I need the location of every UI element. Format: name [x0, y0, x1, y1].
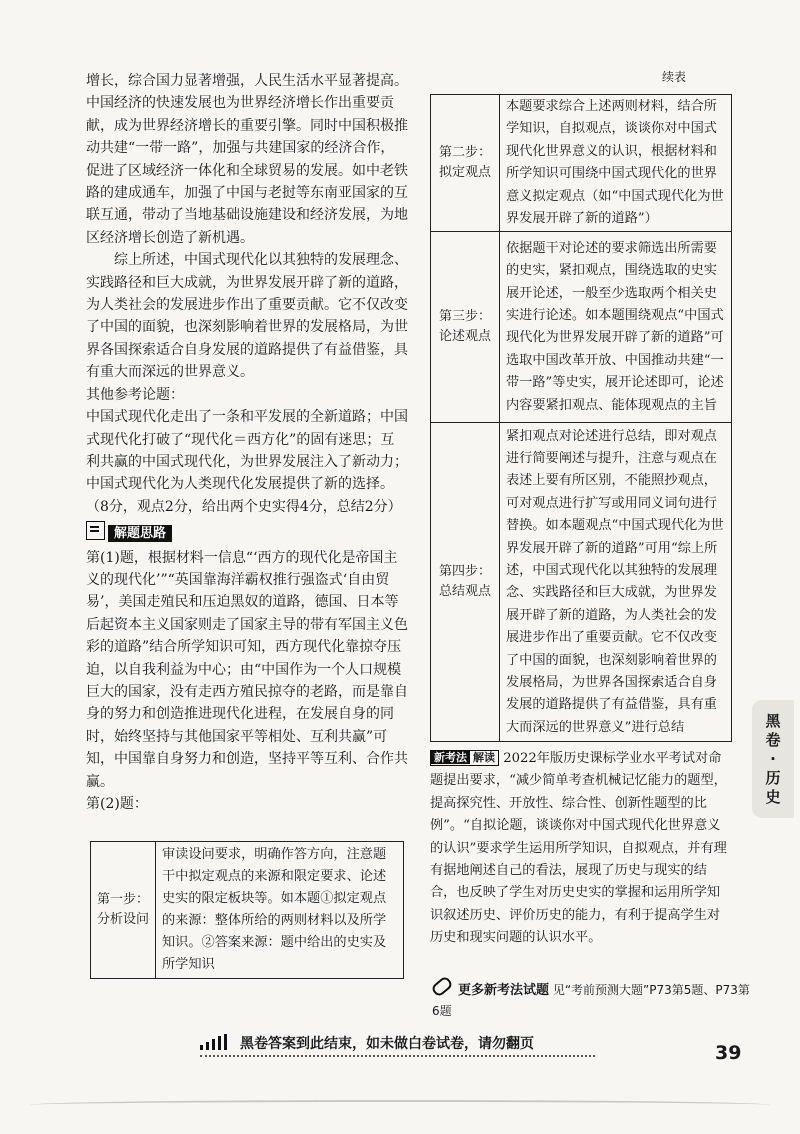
question2-label: 第(2)题：	[86, 796, 148, 812]
continued-label: 续表	[662, 70, 687, 84]
other-topics-label: 其他参考论题：	[86, 386, 184, 403]
steps-table-left	[90, 841, 404, 979]
more-questions	[432, 980, 752, 1021]
notepad-icon	[86, 521, 105, 540]
score-note: （8分，观点2分，给出两个史实得4分，总结2分）	[86, 498, 402, 515]
side-tab-label: 黑卷·历史	[765, 712, 781, 806]
new-exam-method-text: 2022年版历史课标学业水平考试对命题提出要求，“减少简单考查机械记忆能力的题型，提高探究性、开放性、综合性、创新性题型的比例”。“自拟论题，谈谈你对中国式现代化世界意义的认识”要求学生运用所学知识，自拟观点，并有理有据地阐述自己的看法，展现了历史与现实的结合，也反映了学生对历史史实的掌握和运用所学知识叙述历史、评价历史的能力，有利于提高学生对历史和现实问题的认识水平。	[430, 751, 727, 946]
subject-side-tab	[752, 700, 794, 818]
table-row	[431, 95, 732, 232]
table-row	[431, 423, 732, 742]
question1-analysis: 第(1)题，根据材料一信息“‘西方的现代化是帝国主义的现代化’”“英国靠海洋霸权推行强盗式‘自由贸易’，美国走殖民和压迫黑奴的道路，德国、日本等后起资本主义国家则走了国家主导的带有军国主义色彩的道路”结合所学知识可知，西方现代化靠掠夺压迫，以自我利益为中心；由“中国作为一个人口规模巨大的国家，没有走西方殖民掠夺的老路，而是靠自身的努力和创造推进现代化进程，在发展自身的同时，始终坚持与其他国家平等相处、互利共赢”可知，中国靠自身努力和创造，坚持平等互利、合作共赢。	[86, 549, 408, 790]
step-label: 第三步：论述观点	[431, 232, 500, 423]
bar-chart-icon	[200, 1034, 234, 1050]
dotted-divider	[200, 1055, 595, 1057]
steps-table-right	[430, 94, 732, 742]
table-row	[431, 232, 732, 423]
step-description: 本题要求综合上述两则材料，结合所学知识，自拟观点，谈谈你对中国式现代化世界意义的认识，根据材料和所学知识可围绕中国式现代化的世界意义拟定观点（如“中国式现代化为世界发展开辟了新的道路”）	[500, 95, 732, 232]
step-description: 紧扣观点对论述进行总结，即对观点进行简要阐述与提升，注意与观点在表述上要有所区别，不能照抄观点，可对观点进行扩写或用同义词句进行替换。如本题观点“中国式现代化为世界发展开辟了新的道路”可用“综上所述，中国式现代化以其独特的发展理念、实践路径和巨大成就，为世界发展开辟了新的道路，为人类社会的发展进步作出了重要贡献。它不仅改变了中国的面貌，也深刻影响着世界的发展格局，为世界各国探索适合自身发展的道路提供了有益借鉴，具有重大而深远的世界意义”进行总结	[500, 423, 732, 742]
step-description: 审读设问要求，明确作答方向，注意题干中拟定观点的来源和限定要求、论述史实的限定板块等。如本题①拟定观点的来源：整体所给的两则材料以及所学知识。②答案来源：题中给出的史实及所学知识	[156, 842, 404, 979]
step-label: 第四步：总结观点	[431, 423, 500, 742]
footer-text: 黑卷答案到此结束，如未做白卷试卷，请勿翻页	[240, 1036, 534, 1052]
new-exam-method-tag: 新考法 解读	[430, 750, 499, 766]
paragraph-economy: 增长，综合国力显著增强，人民生活水平显著提高。中国经济的快速发展也为世界经济增长作出重要贡献，成为世界经济增长的重要引擎。同时中国积极推动共建“一带一路”，加强与共建国家的经济合作，促进了区域经济一体化和全球贸易的发展。如中老铁路的建成通车，加强了中国与老挝等东南亚国家的互联互通，带动了当地基础设施建设和经济发展，为地区经济增长创造了新机遇。	[86, 73, 408, 246]
paragraph-summary: 综上所述，中国式现代化以其独特的发展理念、实践路径和巨大成就，为世界发展开辟了新的道路，为人类社会的发展进步作出了重要贡献。它不仅改变了中国的面貌，也深刻影响着世界的发展格局，为世界各国探索适合自身发展的道路提供了有益借鉴，具有重大而深远的世界意义。	[86, 252, 408, 381]
table-row	[91, 842, 404, 979]
section-tag: 解题思路	[108, 525, 172, 542]
step-label: 第二步：拟定观点	[431, 95, 500, 232]
link-icon	[430, 975, 454, 998]
left-column	[86, 70, 408, 972]
page-number: 39	[715, 1042, 742, 1064]
other-topics: 中国式现代化走出了一条和平发展的全新道路；中国式现代化打破了“现代化＝西方化”的固有迷思；互利共赢的中国式现代化，为世界发展注入了新动力；中国式现代化为人类现代化发展提供了新的选择。	[86, 409, 408, 493]
more-questions-title: 更多新考法试题	[458, 983, 550, 998]
step-description: 依据题干对论述的要求筛选出所需要的史实，紧扣观点，围绕选取的史实展开论述，一般至少选取两个相关史实进行论述。如本题围绕观点“中国式现代化为世界发展开辟了新的道路”可选取中国改革开放、中国推动共建“一带一路”等史实，展开论述即可，论述内容要紧扣观点、能体现观点的主旨	[500, 232, 732, 423]
footer-notice	[200, 1033, 600, 1053]
step-label: 第一步：分析设问	[91, 842, 156, 979]
section-heading	[86, 521, 172, 545]
more-questions-ref: 见“考前预测大题”P73第5题、P73第6题	[432, 983, 750, 1018]
new-exam-method-note	[430, 748, 730, 950]
scan-edge	[30, 1100, 770, 1110]
